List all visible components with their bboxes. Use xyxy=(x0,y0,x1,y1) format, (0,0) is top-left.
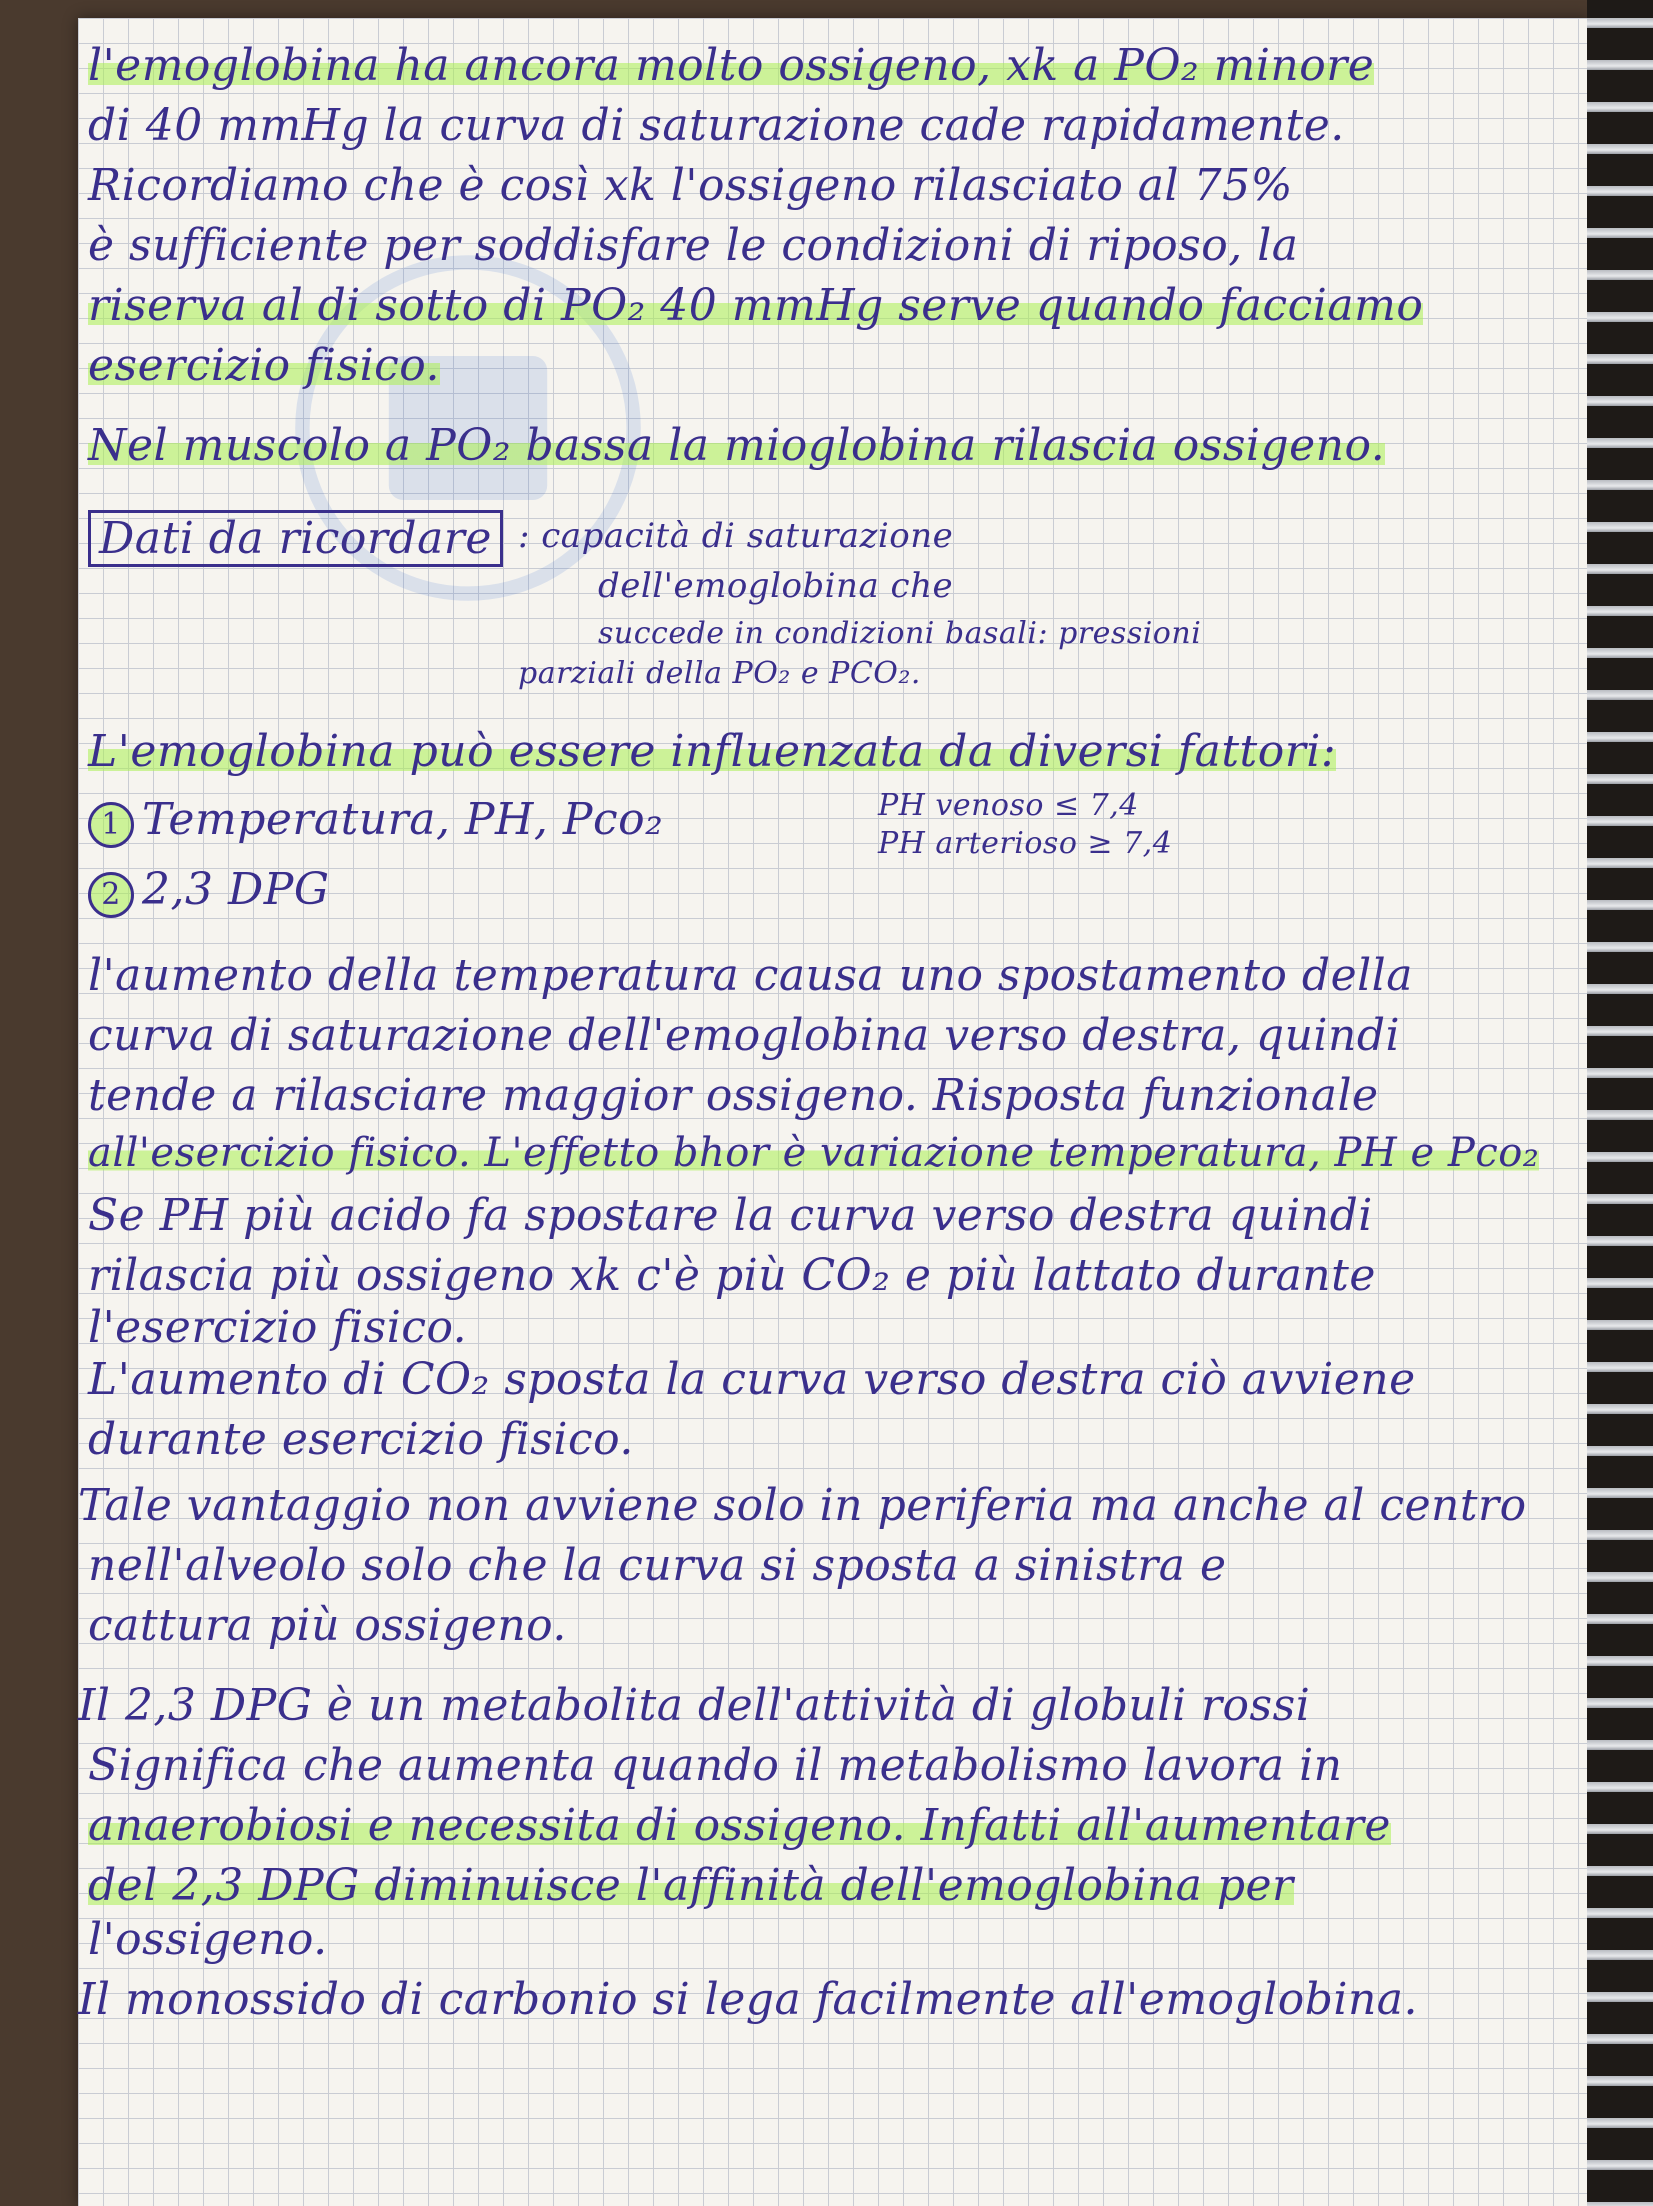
factor-label: Temperatura, PH, Pco₂ xyxy=(142,794,664,845)
text-line: l'emoglobina ha ancora molto ossigeno, xk a PO₂ minore xyxy=(88,40,1375,91)
box-note-line: : capacità di saturazione xyxy=(518,516,954,556)
text-line: esercizio fisico. xyxy=(88,340,440,391)
factor-label: 2,3 DPG xyxy=(142,864,330,915)
text-line: Il 2,3 DPG è un metabolita dell'attività di globuli rossi xyxy=(78,1680,1311,1731)
circled-number: 2 xyxy=(88,872,134,918)
text-line: rilascia più ossigeno xk c'è più CO₂ e più lattato durante xyxy=(88,1250,1376,1301)
text-line: L'aumento di CO₂ sposta la curva verso destra ciò avviene xyxy=(88,1354,1416,1405)
text-line: Tale vantaggio non avviene solo in periferia ma anche al centro xyxy=(78,1480,1527,1531)
text-line: curva di saturazione dell'emoglobina verso destra, quindi xyxy=(88,1010,1401,1061)
box-note-line: parziali della PO₂ e PCO₂. xyxy=(518,656,921,691)
text-line: l'esercizio fisico. xyxy=(88,1302,468,1353)
box-note-line: dell'emoglobina che xyxy=(598,566,954,606)
spiral-binding xyxy=(1587,0,1653,2206)
text-line: l'aumento della temperatura causa uno spostamento della xyxy=(88,950,1413,1001)
text-line: Il monossido di carbonio si lega facilmente all'emoglobina. xyxy=(78,1974,1419,2025)
text-line: cattura più ossigeno. xyxy=(88,1600,567,1651)
ph-note: PH venoso ≤ 7,4 xyxy=(878,788,1139,823)
text-line: di 40 mmHg la curva di saturazione cade rapidamente. xyxy=(88,100,1345,151)
text-line: nell'alveolo solo che la curva si sposta a sinistra e xyxy=(88,1540,1227,1591)
text-line: l'ossigeno. xyxy=(88,1914,328,1965)
factor-item-2 xyxy=(88,864,330,918)
text-line: durante esercizio fisico. xyxy=(88,1414,634,1465)
ph-note: PH arterioso ≥ 7,4 xyxy=(878,826,1173,861)
text-line: tende a rilasciare maggior ossigeno. Risposta funzionale xyxy=(88,1070,1379,1121)
text-line: Nel muscolo a PO₂ bassa la mioglobina rilascia ossigeno. xyxy=(88,420,1386,471)
box-note-line: succede in condizioni basali: pressioni xyxy=(598,616,1202,651)
factors-title: L'emoglobina può essere influenzata da diversi fattori: xyxy=(88,726,1337,777)
circled-number: 1 xyxy=(88,802,134,848)
notebook-page xyxy=(78,18,1590,2206)
text-line: Se PH più acido fa spostare la curva verso destra quindi xyxy=(88,1190,1373,1241)
text-line: riserva al di sotto di PO₂ 40 mmHg serve quando facciamo xyxy=(88,280,1424,331)
text-line: all'esercizio fisico. L'effetto bhor è variazione temperatura, PH e Pco₂ xyxy=(88,1130,1540,1176)
text-line: anaerobiosi e necessita di ossigeno. Infatti all'aumentare xyxy=(88,1800,1391,1851)
text-line: è sufficiente per soddisfare le condizioni di riposo, la xyxy=(88,220,1299,271)
text-line: Ricordiamo che è così xk l'ossigeno rilasciato al 75% xyxy=(88,160,1293,211)
text-line: Significa che aumenta quando il metabolismo lavora in xyxy=(88,1740,1343,1791)
boxed-label: Dati da ricordare xyxy=(88,510,503,567)
text-line: del 2,3 DPG diminuisce l'affinità dell'emoglobina per xyxy=(88,1860,1294,1911)
factor-item-1 xyxy=(88,794,663,848)
